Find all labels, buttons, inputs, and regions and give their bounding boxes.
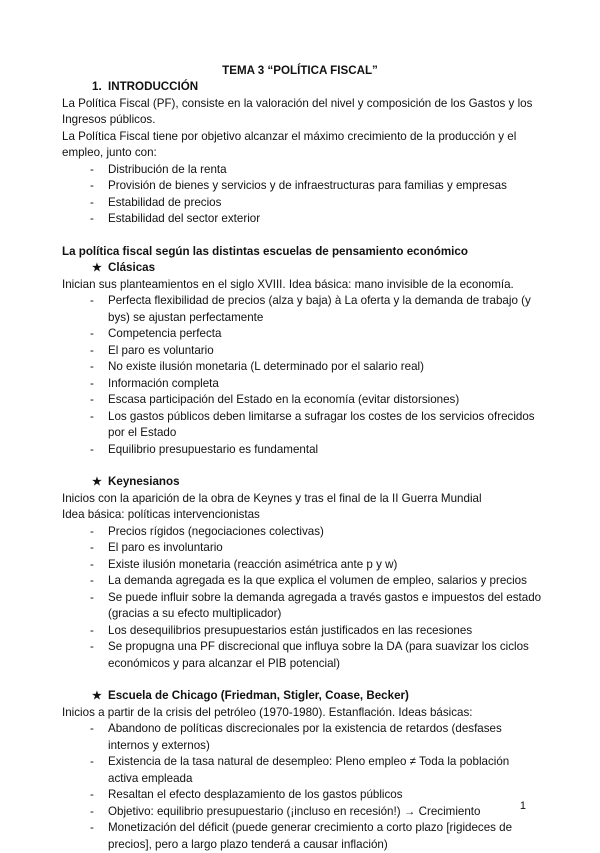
list-item: - El paro es voluntario [62,343,542,360]
list-item: - Precios rígidos (negociaciones colectivas) [62,524,542,541]
list-item: - Estabilidad de precios [62,195,542,212]
document-body [62,79,542,853]
clasicas-intro: Inician sus planteamientos en el siglo XVIII. Idea básica: mano invisible de la economía. [62,277,514,291]
spacer [62,458,542,474]
subsection-title: Keynesianos [108,475,180,488]
intro-paragraph-1: La Política Fiscal (PF), consiste en la valoración del nivel y composición de los Gastos y los Ingresos públicos. [62,96,533,126]
subsection-title: Escuela de Chicago (Friedman, Stigler, Coase, Becker) [108,689,409,702]
clasicas-list [62,293,542,458]
list-item: - Se propugna una PF discrecional que influya sobre la DA (para suavizar los ciclos económicos y para alcanzar el PIB potencial) [62,639,542,672]
list-item: - Monetización del déficit (puede generar crecimiento a corto plazo [rigideces de precios], pero a largo plazo tenderá a causar inflación) [62,820,542,853]
list-item: - Los gastos públicos deben limitarse a sufragar los costes de los servicios ofrecidos por el Estado [62,409,542,442]
subsection-title: Clásicas [108,261,156,274]
section-heading-introduccion [62,79,542,96]
list-item: - No existe ilusión monetaria (L determinado por el salario real) [62,359,542,376]
list-item: - Existe ilusión monetaria (reacción asimétrica ante p y w) [62,557,542,574]
list-item: - La demanda agregada es la que explica el volumen de empleo, salarios y precios [62,573,542,590]
spacer [62,672,542,688]
chicago-list [62,721,542,853]
keynesianos-intro-1: Inicios con la aparición de la obra de Keynes y tras el final de la II Guerra Mundial [62,491,482,505]
intro-paragraph-2: La Política Fiscal tiene por objetivo alcanzar el máximo crecimiento de la producción y el empleo, junto con: [62,129,517,159]
star-icon: ★ [92,262,102,274]
list-item: - Distribución de la renta [62,162,542,179]
section-number: 1. [92,80,102,93]
star-icon: ★ [92,690,102,702]
list-item: - Competencia perfecta [62,326,542,343]
list-item: - El paro es involuntario [62,540,542,557]
document-title: TEMA 3 “POLÍTICA FISCAL” [222,64,378,77]
subsection-heading-clasicas [62,260,542,277]
list-item: - Resaltan el efecto desplazamiento de los gastos públicos [62,787,542,804]
list-item: - Los desequilibrios presupuestarios están justificados en las recesiones [62,623,542,640]
list-item: - Existencia de la tasa natural de desempleo: Pleno empleo ≠ Toda la población activa empleada [62,754,542,787]
keynesianos-list [62,524,542,673]
keynesianos-intro-2: Idea básica: políticas intervencionistas [62,508,260,521]
subsection-heading-keynesianos [62,474,542,491]
section-title: INTRODUCCIÓN [108,80,199,93]
list-item: - Objetivo: equilibrio presupuestario (¡incluso en recesión!) → Crecimiento [62,804,542,821]
list-item: - Información completa [62,376,542,393]
intro-list [62,162,542,228]
list-item: - Equilibrio presupuestario es fundamental [62,442,542,459]
page-number: 1 [519,800,526,812]
list-item: - Escasa participación del Estado en la economía (evitar distorsiones) [62,392,542,409]
list-item: - Provisión de bienes y servicios y de infraestructuras para familias y empresas [62,178,542,195]
chicago-intro: Inicios a partir de la crisis del petróleo (1970-1980). Estanflación. Ideas básicas: [62,705,473,719]
list-item: - Se puede influir sobre la demanda agregada a través gastos e impuestos del estado (gracias a su efecto multiplicador) [62,590,542,623]
list-item: - Abandono de políticas discrecionales por la existencia de retardos (desfases internos y externos) [62,721,542,754]
star-icon: ★ [92,476,102,488]
subsection-heading-chicago [62,688,542,705]
list-item: - Perfecta flexibilidad de precios (alza y baja) à La oferta y la demanda de trabajo (y bys) se ajustan perfectamente [62,293,542,326]
list-item: - Estabilidad del sector exterior [62,211,542,228]
schools-heading: La política fiscal según las distintas escuelas de pensamiento económico [62,244,468,258]
